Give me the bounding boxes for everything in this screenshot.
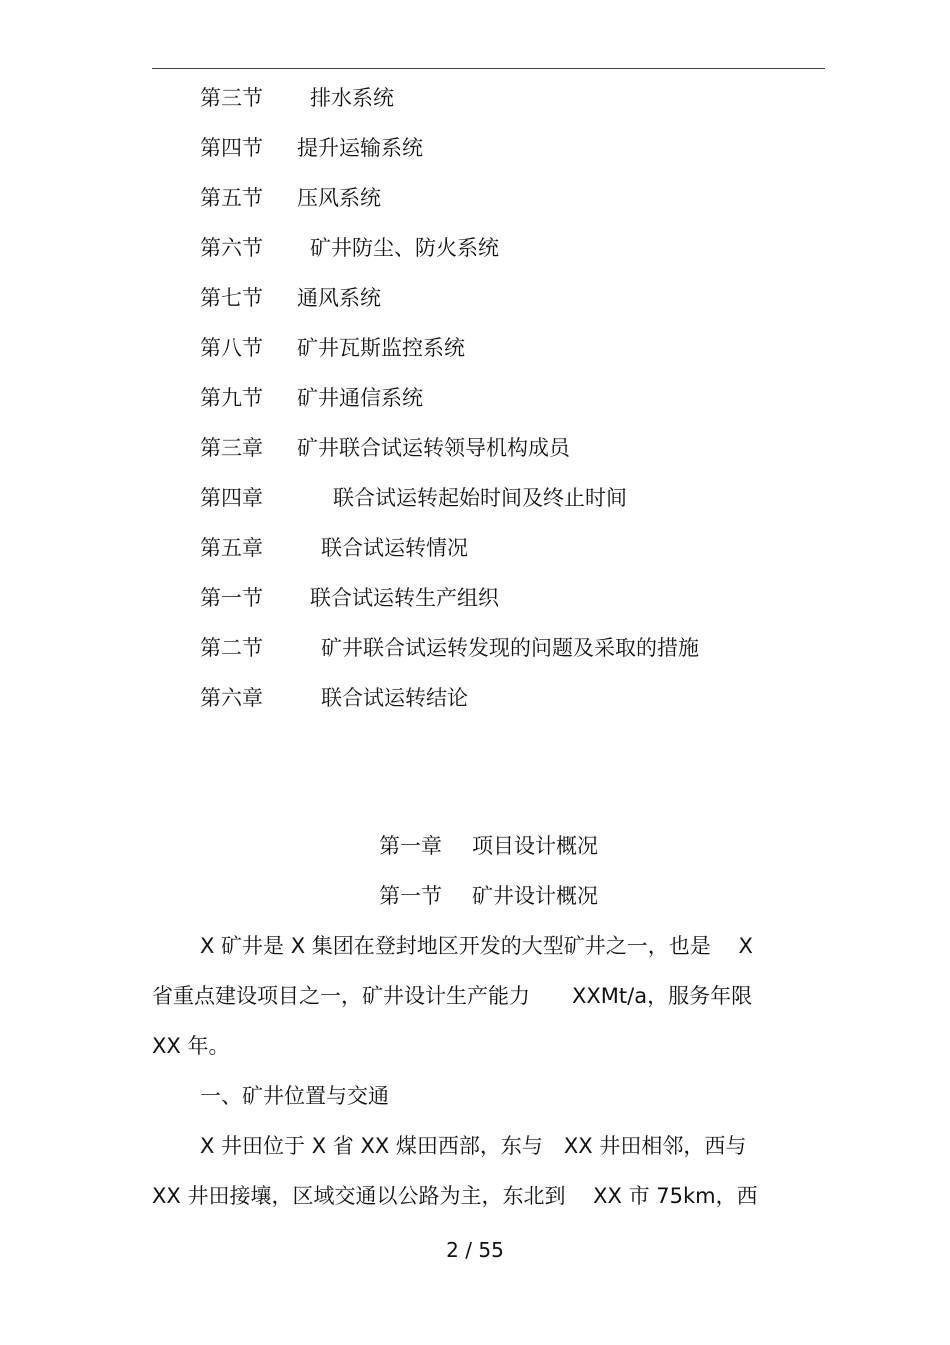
toc-entry-title: 矿井联合试运转发现的问题及采取的措施: [321, 636, 699, 660]
header-rule: [152, 68, 825, 69]
table-of-contents: [200, 80, 840, 730]
toc-entry-number: 第四节: [200, 136, 263, 160]
toc-entry: [200, 80, 840, 130]
toc-entry-number: 第九节: [200, 386, 263, 410]
toc-entry: [200, 430, 840, 480]
chapter-title: 项目设计概况: [472, 834, 598, 858]
toc-entry: [200, 130, 840, 180]
toc-entry-title: 联合试运转生产组织: [310, 586, 499, 610]
toc-entry-title: 矿井防尘、防火系统: [310, 236, 499, 260]
toc-entry-title: 联合试运转结论: [321, 686, 468, 710]
toc-entry: [200, 480, 840, 530]
section-number: 第一节: [379, 884, 442, 908]
toc-entry-number: 第四章: [200, 486, 263, 510]
paragraph-line: X 井田位于 X 省 XX 煤田西部，东与 XX 井田相邻，西与: [200, 1134, 747, 1158]
toc-entry-number: 第八节: [200, 336, 263, 360]
toc-entry-title: 联合试运转起始时间及终止时间: [333, 486, 627, 510]
toc-entry-title: 提升运输系统: [297, 136, 423, 160]
page-number: 2 / 55: [446, 1238, 504, 1262]
toc-entry-number: 第五节: [200, 186, 263, 210]
toc-entry-title: 联合试运转情况: [321, 536, 468, 560]
toc-entry: [200, 630, 840, 680]
paragraph-line: XX 年。: [152, 1034, 230, 1058]
subheading-location-transport: 一、矿井位置与交通: [200, 1084, 389, 1108]
chapter-heading: [152, 828, 825, 864]
toc-entry-number: 第六章: [200, 686, 263, 710]
toc-entry: [200, 580, 840, 630]
paragraph-line: 省重点建设项目之一，矿井设计生产能力 XXMt/a，服务年限: [152, 984, 753, 1008]
toc-entry: [200, 680, 840, 730]
section-title: 矿井设计概况: [472, 884, 598, 908]
toc-entry: [200, 330, 840, 380]
toc-entry-title: 通风系统: [297, 286, 381, 310]
paragraph-line: X 矿井是 X 集团在登封地区开发的大型矿井之一，也是 X: [200, 934, 753, 958]
section-heading: [152, 878, 825, 914]
paragraph-line: XX 井田接壤，区域交通以公路为主，东北到 XX 市 75km，西: [152, 1184, 758, 1208]
toc-entry-number: 第二节: [200, 636, 263, 660]
toc-entry-number: 第七节: [200, 286, 263, 310]
toc-entry: [200, 180, 840, 230]
chapter-number: 第一章: [379, 834, 442, 858]
toc-entry-number: 第五章: [200, 536, 263, 560]
toc-entry: [200, 230, 840, 280]
toc-entry-title: 矿井瓦斯监控系统: [297, 336, 465, 360]
toc-entry-title: 矿井通信系统: [297, 386, 423, 410]
toc-entry-title: 矿井联合试运转领导机构成员: [297, 436, 570, 460]
toc-entry: [200, 530, 840, 580]
toc-entry-number: 第六节: [200, 236, 263, 260]
toc-entry: [200, 280, 840, 330]
toc-entry-number: 第一节: [200, 586, 263, 610]
toc-entry-title: 排水系统: [310, 86, 394, 110]
toc-entry-title: 压风系统: [297, 186, 381, 210]
toc-entry: [200, 380, 840, 430]
toc-entry-number: 第三章: [200, 436, 263, 460]
toc-entry-number: 第三节: [200, 86, 263, 110]
